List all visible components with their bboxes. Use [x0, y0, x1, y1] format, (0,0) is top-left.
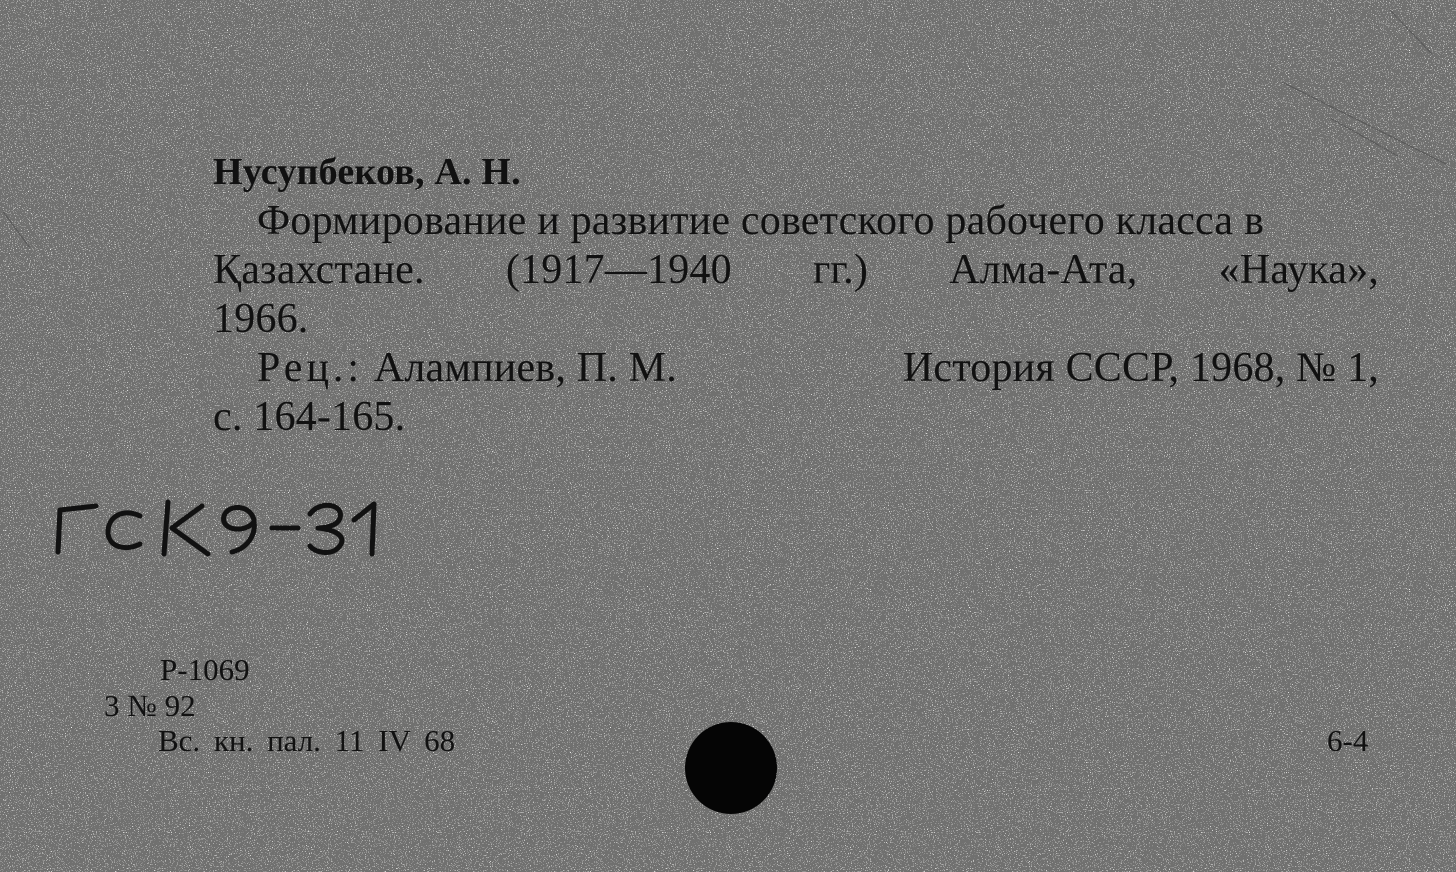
review-source: История СССР, 1968, № 1, — [902, 345, 1379, 391]
title-part-place: Қазахстане. — [213, 247, 425, 293]
card-number: 6-4 — [1327, 723, 1369, 758]
review-label: Рец.: — [257, 345, 364, 391]
publisher-name: «Наука», — [1218, 247, 1379, 293]
order-number: 3 № 92 — [104, 688, 196, 723]
print-info: Вс. кн. пал. 11 IV 68 — [158, 723, 456, 758]
review-line — [213, 344, 1379, 393]
title-line-1: Формирование и развитие советского рабочего класса в — [257, 198, 1264, 244]
bibliographic-entry — [213, 148, 1379, 442]
author-name: Нусупбеков, А. Н. — [213, 151, 521, 193]
publication-year: 1966. — [213, 296, 309, 342]
punch-hole — [685, 722, 777, 814]
title-part-years: (1917—1940 — [505, 247, 732, 293]
title-part-years-suffix: гг.) — [813, 247, 869, 293]
review-author: Алампиев, П. М. — [373, 345, 677, 391]
publisher-city: Алма-Ата, — [949, 247, 1138, 293]
review-pages: с. 164-165. — [213, 394, 406, 440]
title-line-2 — [213, 246, 1379, 295]
registry-code: Р-1069 — [160, 652, 250, 687]
handwritten-code — [48, 486, 398, 558]
